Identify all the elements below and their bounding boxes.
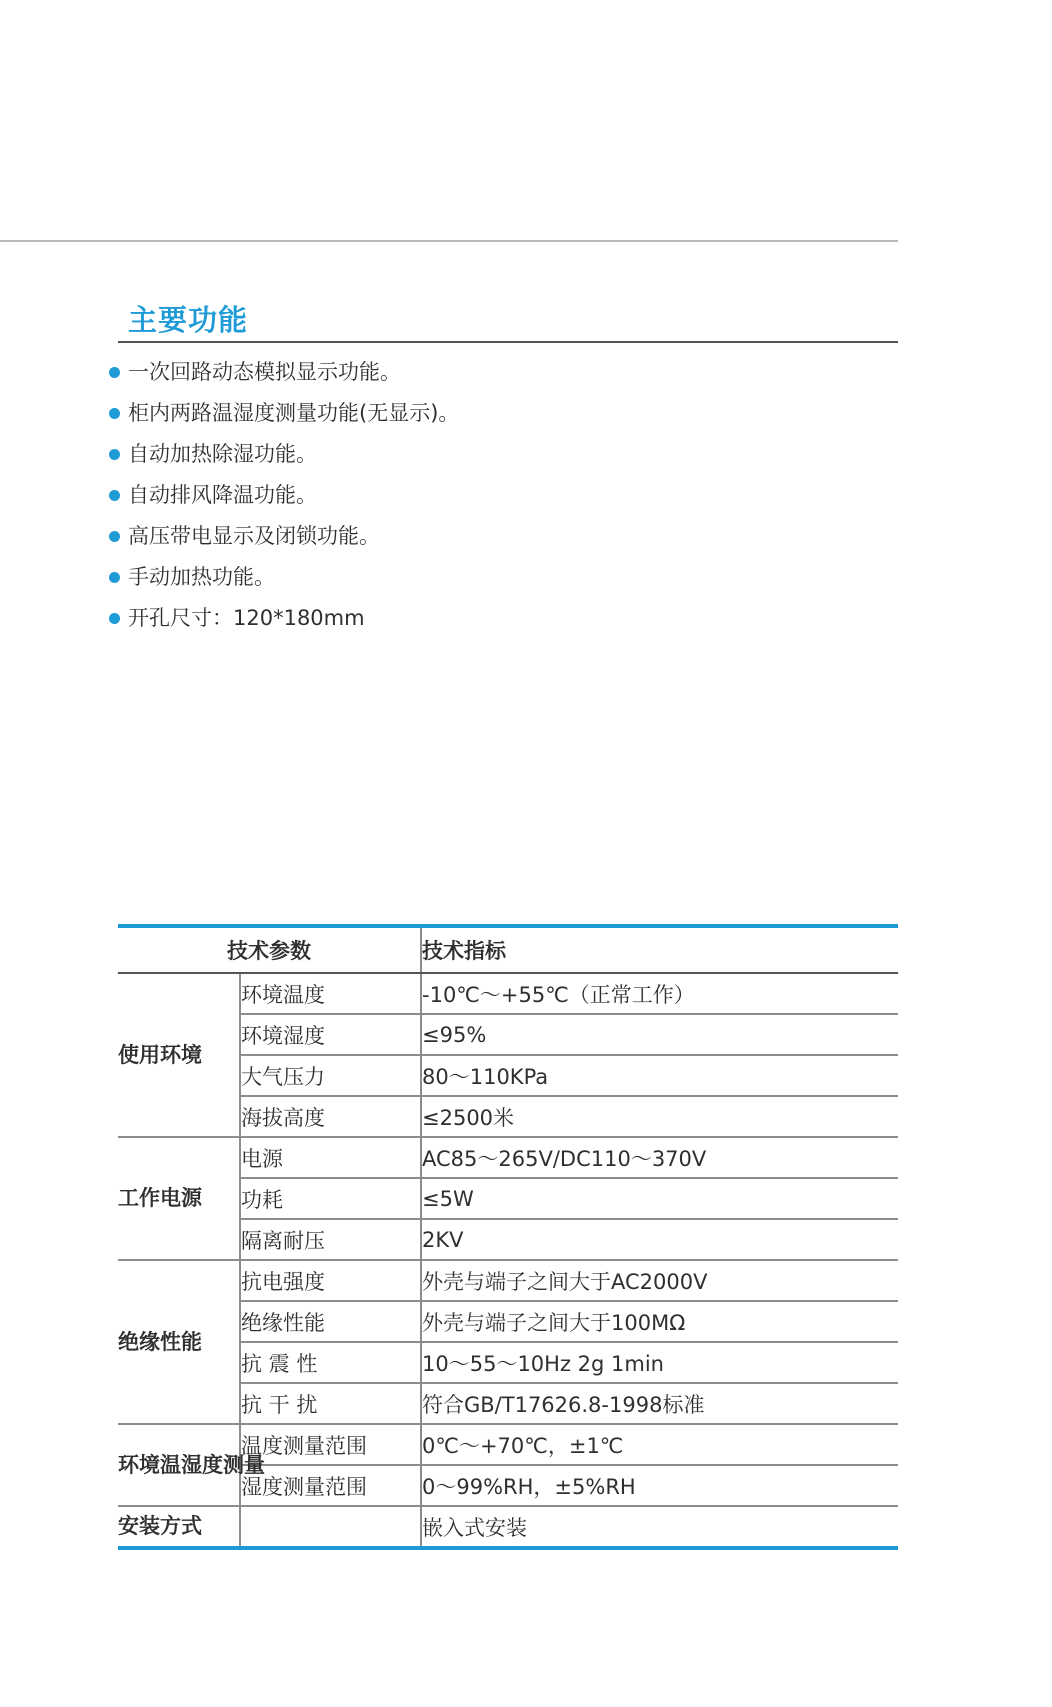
header-index: 技术指标 — [421, 926, 898, 973]
feature-text: 一次回路动态模拟显示功能。 — [128, 360, 401, 384]
item-value: ≤5W — [421, 1178, 898, 1219]
item-value: ≤2500米 — [421, 1096, 898, 1137]
item-value: 2KV — [421, 1219, 898, 1260]
bullet-dot-icon — [109, 449, 120, 460]
item-value: 0～99%RH，±5%RH — [421, 1465, 898, 1506]
item-value: AC85～265V/DC110～370V — [421, 1137, 898, 1178]
item-label: 功耗 — [240, 1178, 421, 1219]
item-value: ≤95% — [421, 1014, 898, 1055]
feature-list — [108, 352, 459, 639]
item-label: 环境温度 — [240, 973, 421, 1014]
item-label: 绝缘性能 — [240, 1301, 421, 1342]
table-row — [118, 1506, 898, 1548]
item-value: -10℃～+55℃（正常工作） — [421, 973, 898, 1014]
table-row — [118, 1260, 898, 1301]
bullet-dot-icon — [109, 408, 120, 419]
item-value: 外壳与端子之间大于AC2000V — [421, 1260, 898, 1301]
section-title-underline — [118, 341, 898, 343]
item-value: 符合GB/T17626.8-1998标准 — [421, 1383, 898, 1424]
item-label: 隔离耐压 — [240, 1219, 421, 1260]
feature-item — [108, 557, 459, 598]
item-value: 0℃～+70℃，±1℃ — [421, 1424, 898, 1465]
spec-table — [118, 924, 898, 1550]
item-label: 电源 — [240, 1137, 421, 1178]
header-param: 技术参数 — [118, 926, 421, 973]
item-label: 海拔高度 — [240, 1096, 421, 1137]
feature-item — [108, 475, 459, 516]
category-mount: 安装方式 — [118, 1506, 240, 1548]
feature-text: 自动加热除湿功能。 — [128, 442, 317, 466]
category-insulation: 绝缘性能 — [118, 1260, 240, 1424]
feature-text: 高压带电显示及闭锁功能。 — [128, 524, 380, 548]
top-divider — [0, 240, 898, 242]
item-label-empty — [240, 1506, 421, 1548]
feature-item — [108, 393, 459, 434]
item-label: 温度测量范围 — [240, 1424, 421, 1465]
feature-text: 手动加热功能。 — [128, 565, 275, 589]
table-row — [118, 1137, 898, 1178]
item-value: 外壳与端子之间大于100MΩ — [421, 1301, 898, 1342]
item-label: 环境湿度 — [240, 1014, 421, 1055]
bullet-dot-icon — [109, 367, 120, 378]
feature-text: 自动排风降温功能。 — [128, 483, 317, 507]
item-value: 80～110KPa — [421, 1055, 898, 1096]
category-env: 使用环境 — [118, 973, 240, 1137]
feature-item — [108, 516, 459, 557]
item-label: 抗电强度 — [240, 1260, 421, 1301]
feature-item — [108, 434, 459, 475]
feature-item — [108, 598, 459, 639]
bullet-dot-icon — [109, 531, 120, 542]
section-title: 主要功能 — [128, 303, 249, 337]
item-label: 抗 震 性 — [240, 1342, 421, 1383]
category-power: 工作电源 — [118, 1137, 240, 1260]
item-label: 抗 干 扰 — [240, 1383, 421, 1424]
bullet-dot-icon — [109, 490, 120, 501]
table-row — [118, 973, 898, 1014]
bullet-dot-icon — [109, 572, 120, 583]
item-value: 10～55～10Hz 2g 1min — [421, 1342, 898, 1383]
item-label: 大气压力 — [240, 1055, 421, 1096]
feature-text: 开孔尺寸：120*180mm — [128, 606, 365, 630]
table-row — [118, 1424, 898, 1465]
category-measure: 环境温湿度测量 — [118, 1424, 240, 1506]
spec-header-row — [118, 926, 898, 973]
feature-item — [108, 352, 459, 393]
item-label: 湿度测量范围 — [240, 1465, 421, 1506]
feature-text: 柜内两路温湿度测量功能(无显示)。 — [128, 401, 460, 425]
item-value: 嵌入式安装 — [422, 1515, 527, 1540]
bullet-dot-icon — [109, 613, 120, 624]
